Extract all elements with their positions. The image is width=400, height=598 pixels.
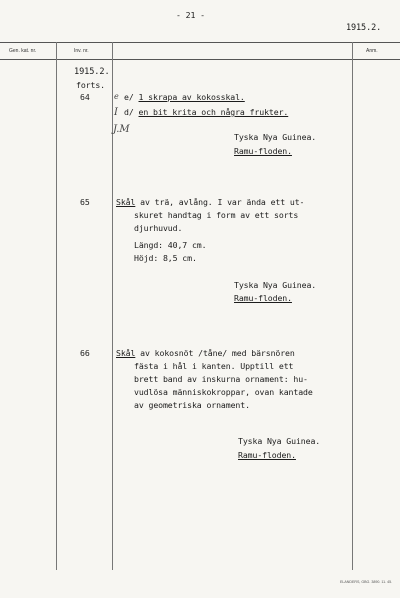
column-header-inv: Inv. nr. [74,48,89,54]
column-divider-2 [112,42,113,570]
entry64-place1: Tyska Nya Guinea. [234,132,317,142]
entry66-line1-rest: av kokosnöt /tåne/ med bärsnören [140,348,295,358]
year-reference: 1915.2. [346,23,382,33]
entry65-line1-rest: av trä, avlång. I var ända ett ut- [140,197,305,207]
entry65-length: Längd: 40,7 cm. [134,240,207,250]
entry64-line2-prefix: d/ [124,107,134,117]
entry65-place2: Ramu-floden. [234,293,292,303]
entry64-forts: forts. [76,80,105,90]
handwritten-mark-i: I [114,107,118,118]
entry65-height: Höjd: 8,5 cm. [134,253,197,263]
entry64-ref: 1915.2. [74,67,110,77]
entry66-place1: Tyska Nya Guinea. [238,436,321,446]
entry64-line1 [124,92,245,102]
handwritten-mark-e: e [114,92,119,101]
column-divider-3 [352,42,353,570]
entry66-line4: vudlösa människokroppar, ovan kantade [134,387,313,397]
entry65-line2: skuret handtag i form av ett sorts [134,210,299,220]
entry65-line1-underlined: Skål [116,197,136,207]
entry65-number: 65 [80,197,90,207]
entry65-line3: djurhuvud. [134,223,183,233]
entry66-line2: fästa i hål i kanten. Upptill ett [134,361,294,371]
page-number: - 21 - [176,10,205,20]
header-top-rule [0,42,400,43]
entry65-place1: Tyska Nya Guinea. [234,280,317,290]
entry66-line1 [116,348,295,358]
entry64-line2-text: en bit krita och några frukter. [138,107,289,117]
column-header-anm: Anm. [366,48,378,54]
entry64-line1-text: 1 skrapa av kokosskal. [138,92,245,102]
entry64-line1-prefix: e/ [124,92,134,102]
entry66-line3: brett band av inskurna ornament: hu- [134,374,308,384]
header-bottom-rule [0,59,400,60]
column-header-gen-kat: Gen. kat. nr. [9,48,37,54]
column-divider-1 [56,42,57,570]
handwritten-mark-jm: J.M [113,124,130,135]
entry66-line1-underlined: Skål [116,348,136,358]
entry64-number: 64 [80,92,90,102]
entry64-place2: Ramu-floden. [234,146,292,156]
entry66-line5: av geometriska ornament. [134,400,250,410]
printer-imprint: ELANDERS, GBG. 3890. 11. 45. [340,580,393,584]
entry66-place2: Ramu-floden. [238,450,296,460]
entry66-number: 66 [80,348,90,358]
entry64-line2 [124,107,288,117]
entry65-line1 [116,197,304,207]
